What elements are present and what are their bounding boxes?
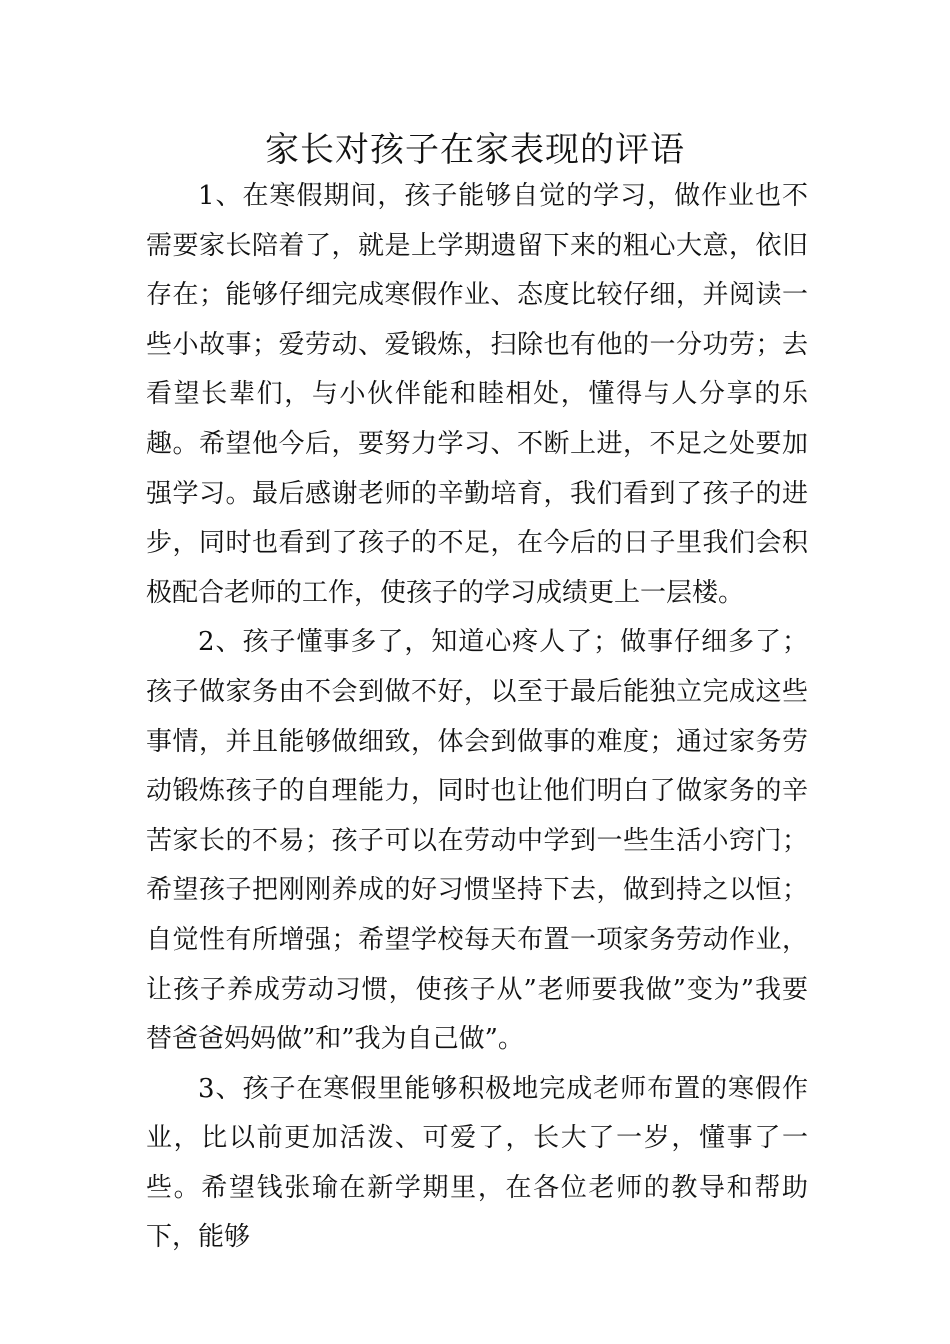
document-title: 家长对孩子在家表现的评语 (265, 130, 685, 170)
paragraph-1: 1、在寒假期间，孩子能够自觉的学习，做作业也不需要家长陪着了，就是上学期遗留下来的粗心大意，依旧存在；能够仔细完成寒假作业、态度比较仔细，并阅读一些小故事；爱劳动、爱锻炼，扫除也有他的一分功劳；去看望长辈们，与小伙伴能和睦相处，懂得与人分享的乐趣。希望他今后，要努力学习、不断上进，不足之处要加强学习。最后感谢老师的辛勤培育，我们看到了孩子的进步，同时也看到了孩子的不足，在今后的日子里我们会积极配合老师的工作，使孩子的学习成绩更上一层楼。 (146, 181, 808, 608)
paragraph-3: 3、孩子在寒假里能够积极地完成老师布置的寒假作业，比以前更加活泼、可爱了，长大了一岁，懂事了一些。希望钱张瑜在新学期里，在各位老师的教导和帮助下，能够 (146, 1073, 808, 1253)
paragraph-2: 2、孩子懂事多了，知道心疼人了；做事仔细多了；孩子做家务由不会到做不好，以至于最后能独立完成这些事情，并且能够做细致，体会到做事的难度；通过家务劳动锻炼孩子的自理能力，同时也让他们明白了做家务的辛苦家长的不易；孩子可以在劳动中学到一些生活小窍门；希望孩子把刚刚养成的好习惯坚持下去，做到持之以恒；自觉性有所增强；希望学校每天布置一项家务劳动作业，让孩子养成劳动习惯，使孩子从”老师要我做”变为”我要替爸爸妈妈做”和”我为自己做”。 (146, 627, 808, 1055)
document-body (146, 172, 808, 1263)
